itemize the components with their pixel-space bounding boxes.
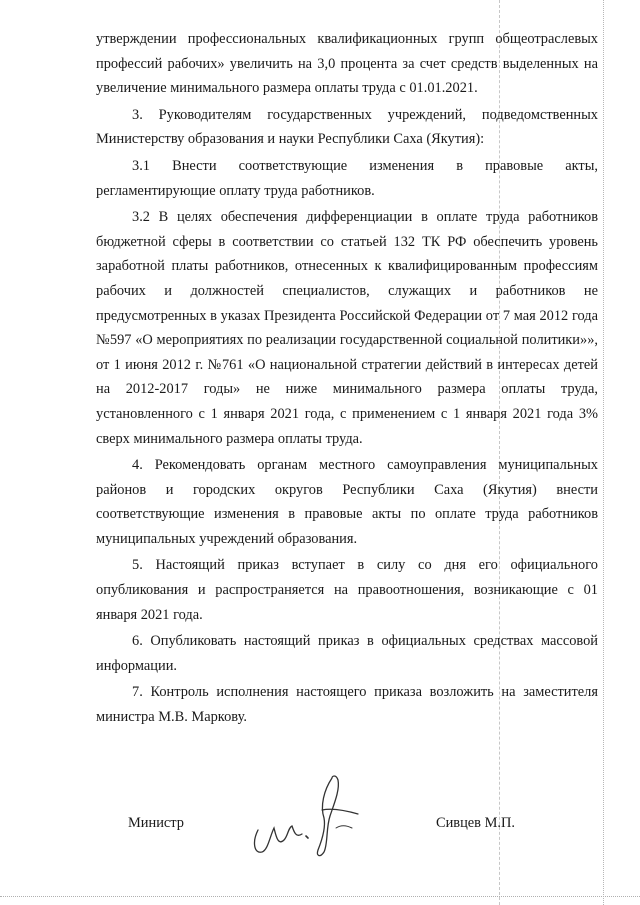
- document-body: [96, 27, 598, 730]
- paragraph-item-3: 3. Руководителям государственных учреждений, подведомственных Министерству образования и науки Республики Саха (Якутия):: [96, 106, 598, 148]
- paragraph-item-5: 5. Настоящий приказ вступает в силу со дня его официального опубликования и распространяется на правоотношения, возникающие с 01 января 2021 года.: [96, 557, 598, 623]
- signatory-name: Сивцев М.П.: [436, 815, 515, 831]
- signature-row: [128, 815, 538, 855]
- scan-artifact-line: [603, 0, 604, 905]
- paragraph-item-3-2: 3.2 В целях обеспечения дифференциации в оплате труда работников бюджетной сферы в соответствии со статьей 132 ТК РФ обеспечить уровень заработной платы работников, отнесенных к квалифицированным профессиям рабочих и должностей специалистов, служащих и работников не предусмотренных в указах Президента Российской Федерации от 7 мая 2012 года №597 «О мероприятиях по реализации государственной социальной политики»», от 1 июня 2012 г. №761 «О национальной стратегии действий в интересах детей на 2012-2017 годы» не ниже минимального размера оплаты труда, установленного с 1 января 2021 года, с применением с 1 января 2021 года 3% сверх минимального размера оплаты труда.: [96, 209, 598, 447]
- position-title: Министр: [128, 815, 184, 831]
- scan-artifact-line: [0, 896, 640, 897]
- paragraph-item-7: 7. Контроль исполнения настоящего приказа возложить на заместителя министра М.В. Маркову.: [96, 684, 598, 726]
- paragraph-item-6: 6. Опубликовать настоящий приказ в официальных средствах массовой информации.: [96, 633, 598, 674]
- paragraph-item-3-1: 3.1 Внести соответствующие изменения в правовые акты, регламентирующие оплату труда работников.: [96, 157, 598, 199]
- paragraph-continuation: утверждении профессиональных квалификационных групп общеотраслевых профессий рабочих» увеличить на 3,0 процента за счет средств выделенных на увеличение минимального размера оплаты труда с 01.01.2021.: [96, 31, 598, 97]
- paragraph-item-4: 4. Рекомендовать органам местного самоуправления муниципальных районов и городских округов Республики Саха (Якутия) внести соответствующие изменения в правовые акты по оплате труда работников муниципальных учреждений образования.: [96, 457, 598, 547]
